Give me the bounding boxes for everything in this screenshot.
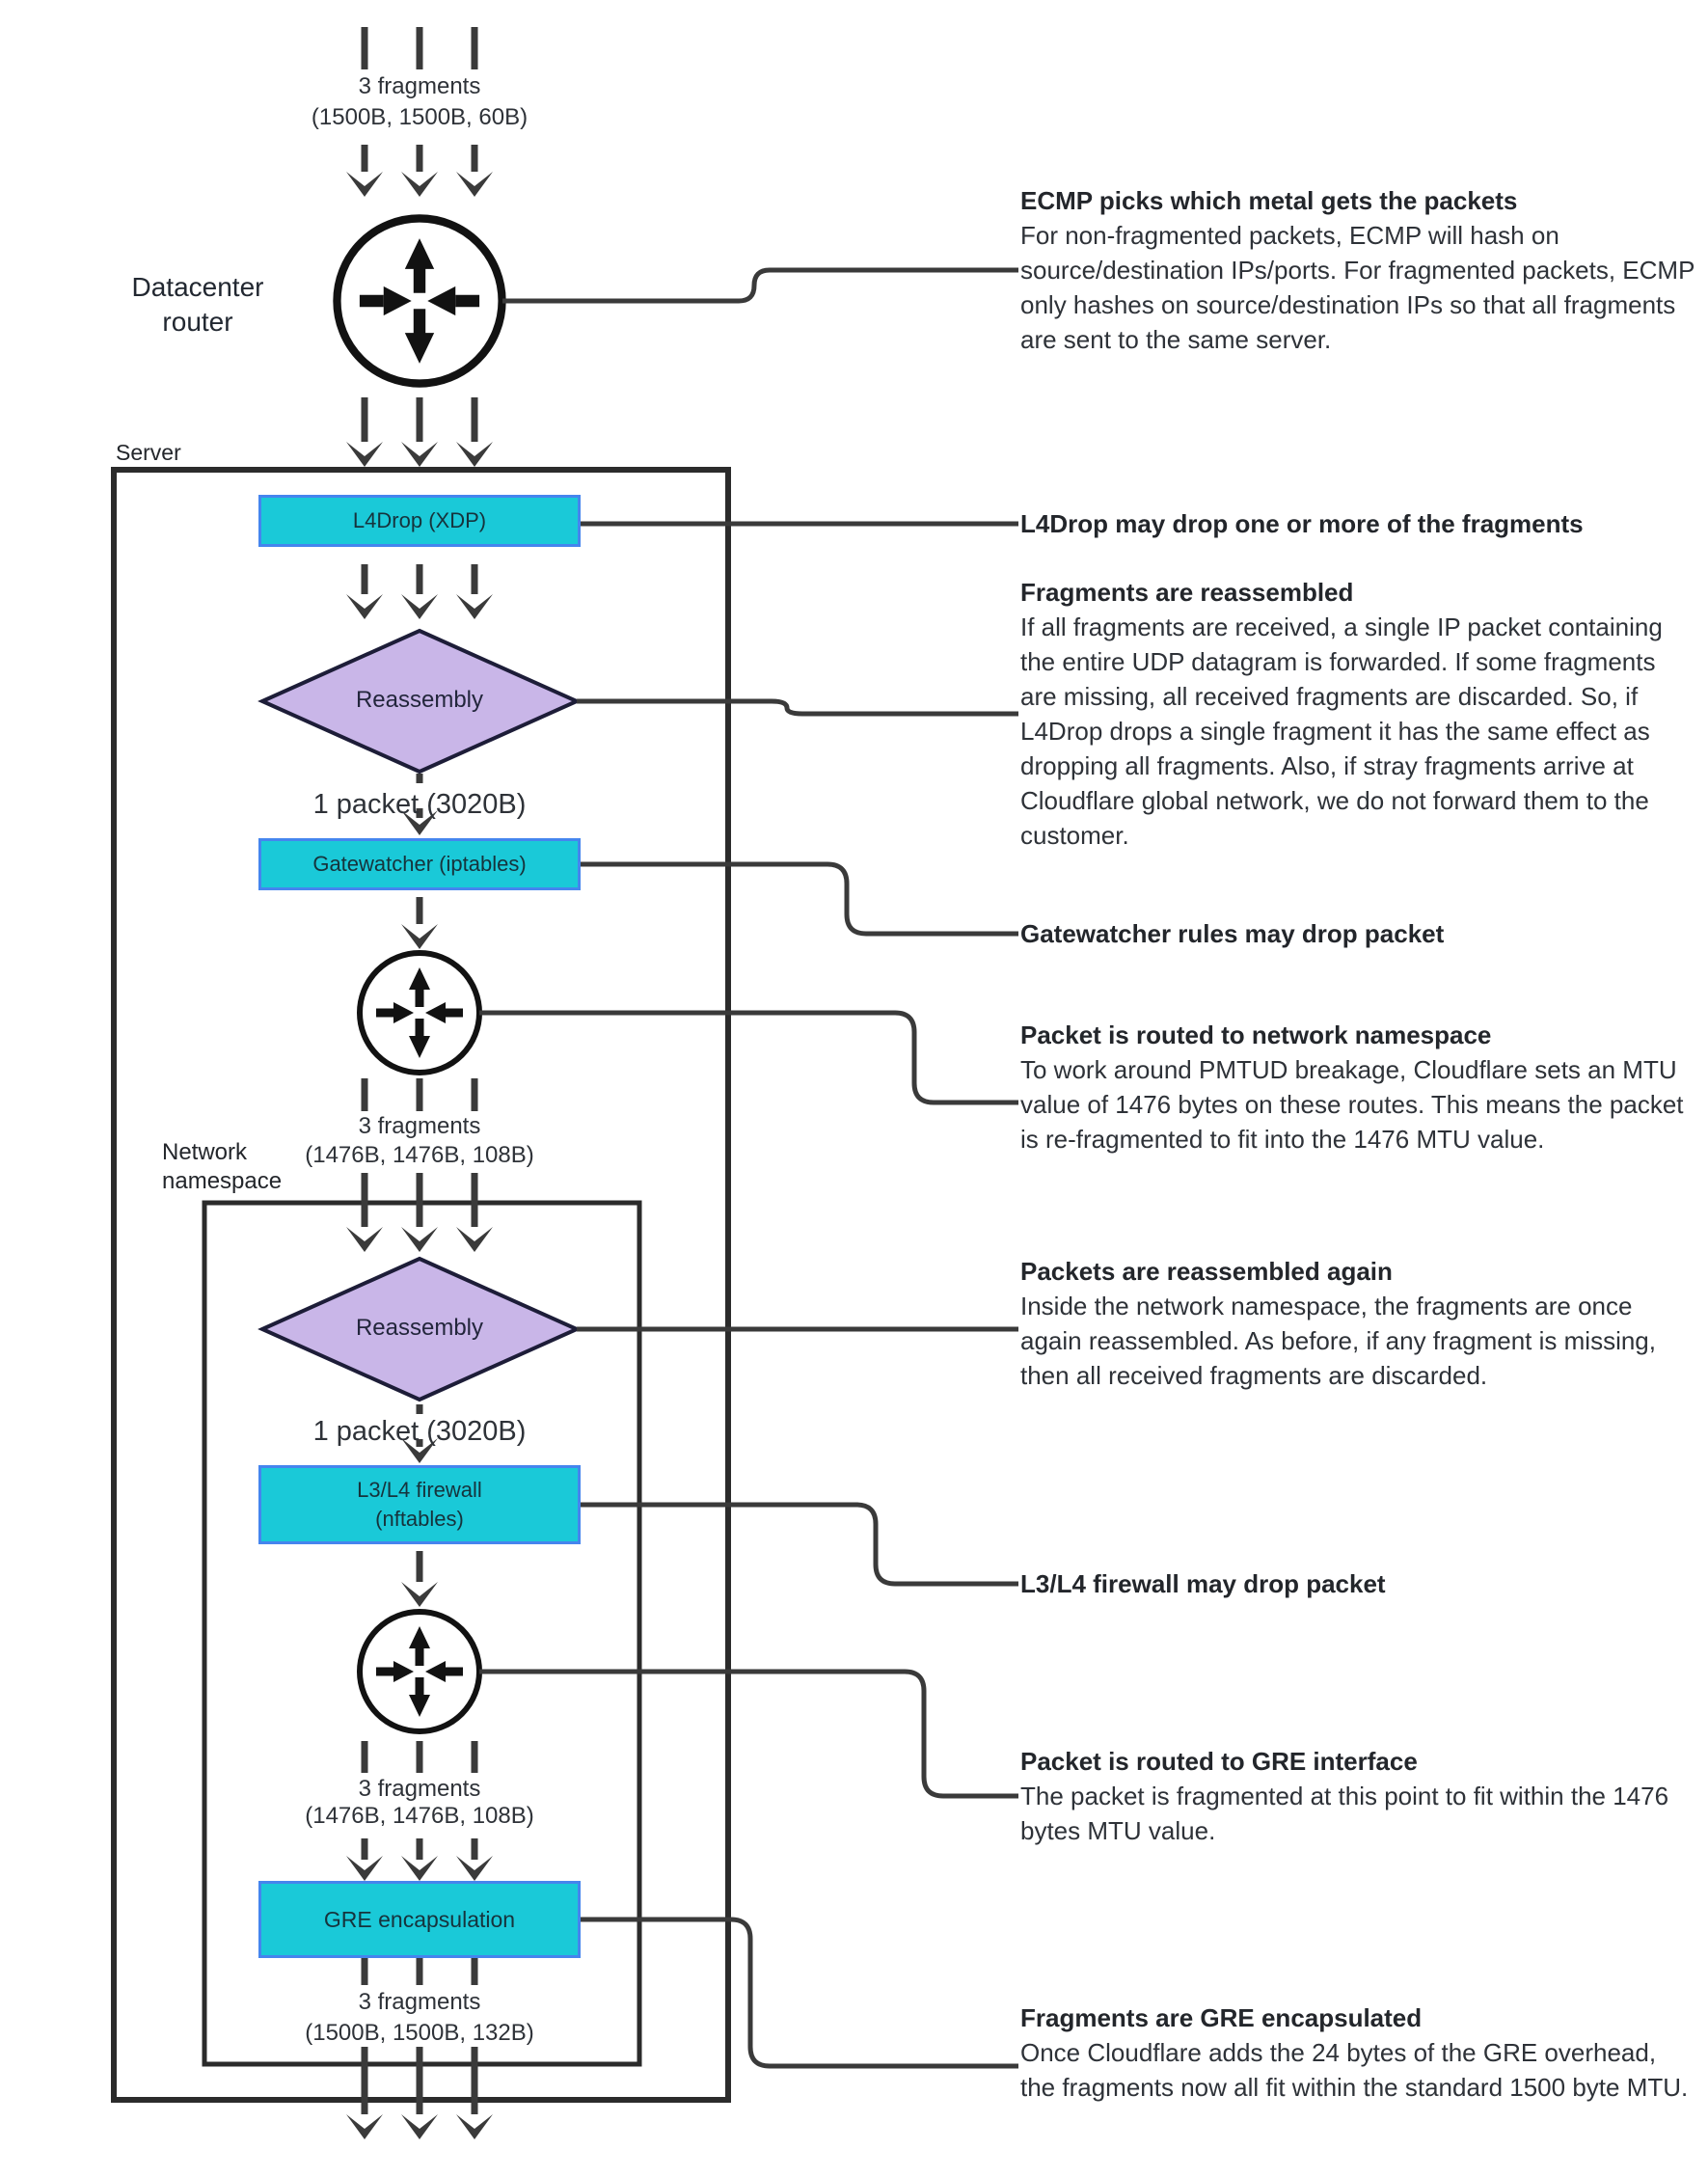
router-icon bbox=[360, 1612, 479, 1731]
annotation-block bbox=[1020, 506, 1695, 541]
router-icon bbox=[337, 218, 502, 383]
packet-size-label: 1 packet (3020B) bbox=[312, 1416, 527, 1447]
annotation-block bbox=[1020, 575, 1695, 853]
annotation-block bbox=[1020, 1254, 1695, 1393]
firewall-node bbox=[258, 1465, 581, 1544]
annotation-title: ECMP picks which metal gets the packets bbox=[1020, 186, 1518, 215]
annotation-block bbox=[1020, 1018, 1695, 1157]
annotation-title: Packet is routed to GRE interface bbox=[1020, 1747, 1418, 1776]
annotation-title: Fragments are reassembled bbox=[1020, 578, 1354, 607]
flow-arrows-into-router bbox=[365, 145, 474, 172]
annotation-block bbox=[1020, 916, 1695, 951]
network-namespace-label-line2: namespace bbox=[162, 1168, 283, 1194]
annotation-body: If all fragments are received, a single IP packet containing the entire UDP datagram is forwarded. If some fragments are missing, all received fragments are discarded. So, if L4Drop drops a single fragment it has the same effect as dropping all fragments. Also, if stray fragments arrive at Cloudflare global network, we do not forward them to the customer. bbox=[1020, 612, 1663, 850]
annotation-body: For non-fragmented packets, ECMP will hash on source/destination IPs/ports. For fragmented packets, ECMP only hashes on source/destination IPs so that all fragments are sent to the same server. bbox=[1020, 221, 1694, 354]
packet-size-label: 1 packet (3020B) bbox=[312, 789, 527, 820]
reassembly-node-label: Reassembly bbox=[355, 1315, 484, 1341]
fragment-sizes-label: (1476B, 1476B, 108B) bbox=[305, 1142, 534, 1168]
server-box-label: Server bbox=[116, 440, 181, 465]
l4drop-node: L4Drop (XDP) bbox=[258, 495, 581, 547]
annotation-block bbox=[1020, 183, 1695, 357]
network-namespace-label-line1: Network bbox=[162, 1139, 248, 1165]
gre-encapsulation-node: GRE encapsulation bbox=[258, 1881, 581, 1958]
network-namespace-label bbox=[162, 1138, 355, 1196]
annotation-title: L3/L4 firewall may drop packet bbox=[1020, 1569, 1386, 1598]
datacenter-router-label bbox=[82, 270, 313, 340]
fragment-count-label: 3 fragments bbox=[358, 1989, 481, 2015]
annotation-block bbox=[1020, 1744, 1695, 1848]
annotation-body: To work around PMTUD breakage, Cloudflare sets an MTU value of 1476 bytes on these routes. This means the packet is re-fragmented to fit into the 1476 MTU value. bbox=[1020, 1055, 1684, 1154]
annotation-title: Fragments are GRE encapsulated bbox=[1020, 2003, 1423, 2032]
annotation-title: L4Drop may drop one or more of the fragments bbox=[1020, 509, 1584, 538]
annotation-body: The packet is fragmented at this point to fit within the 1476 bytes MTU value. bbox=[1020, 1782, 1669, 1845]
flow-arrows-into-server bbox=[365, 397, 474, 442]
fragment-count-label: 3 fragments bbox=[358, 73, 481, 99]
annotation-title: Packets are reassembled again bbox=[1020, 1257, 1393, 1286]
router-icon bbox=[360, 953, 479, 1073]
annotation-block bbox=[1020, 1566, 1695, 1601]
annotation-block bbox=[1020, 2000, 1695, 2105]
fragment-sizes-label: (1476B, 1476B, 108B) bbox=[305, 1803, 534, 1829]
annotation-title: Gatewatcher rules may drop packet bbox=[1020, 919, 1445, 948]
annotation-title: Packet is routed to network namespace bbox=[1020, 1020, 1492, 1049]
fragment-sizes-label: (1500B, 1500B, 60B) bbox=[311, 104, 529, 130]
annotation-body: Once Cloudflare adds the 24 bytes of the GRE overhead, the fragments now all fit within the standard 1500 byte MTU. bbox=[1020, 2038, 1689, 2102]
gatewatcher-node: Gatewatcher (iptables) bbox=[258, 838, 581, 890]
datacenter-router-label-line2: router bbox=[162, 307, 233, 337]
firewall-node-line2: (nftables) bbox=[375, 1507, 464, 1531]
fragment-count-label: 3 fragments bbox=[358, 1113, 481, 1139]
datacenter-router-label-line1: Datacenter bbox=[131, 272, 264, 302]
reassembly-node-label: Reassembly bbox=[355, 687, 484, 713]
fragment-count-label: 3 fragments bbox=[358, 1776, 481, 1802]
incoming-fragment-dashes bbox=[365, 27, 474, 69]
annotation-body: Inside the network namespace, the fragments are once again reassembled. As before, if any fragment is missing, then all received fragments are discarded. bbox=[1020, 1292, 1656, 1390]
flow-arrows-l4drop-to-reassembly bbox=[365, 564, 474, 594]
fragment-sizes-label: (1500B, 1500B, 132B) bbox=[305, 2020, 534, 2046]
firewall-node-line1: L3/L4 firewall bbox=[357, 1478, 482, 1502]
